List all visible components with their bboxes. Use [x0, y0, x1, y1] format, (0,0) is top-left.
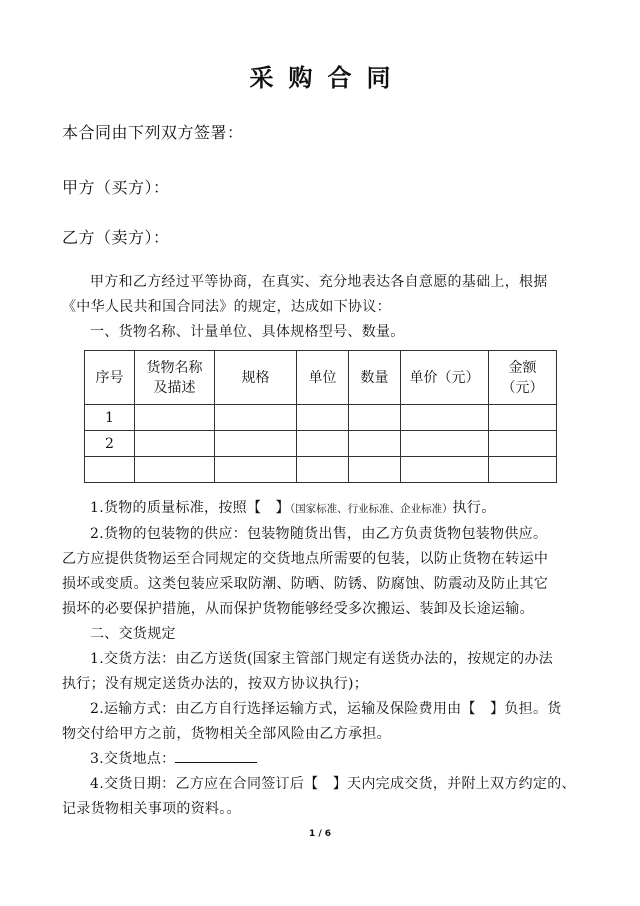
section-1-heading: 一、货物名称、计量单位、具体规格型号、数量。	[90, 324, 405, 340]
cell-name	[135, 457, 215, 483]
page-title: 采购合同	[249, 64, 406, 92]
cell-qty	[349, 405, 401, 431]
cell-amount	[489, 457, 557, 483]
cell-qty	[349, 431, 401, 457]
quality-suffix: 执行。	[452, 500, 496, 516]
cell-spec	[215, 431, 297, 457]
header-qty: 数量	[349, 351, 401, 405]
section-2-heading: 二、交货规定	[90, 626, 176, 642]
cell-unit	[297, 431, 349, 457]
parties-intro: 本合同由下列双方签署：	[62, 123, 244, 142]
quality-note: （国家标准、行业标准、企业标准）	[289, 503, 453, 515]
transport-line-2: 物交付给甲方之前，货物相关全部风险由乙方承担。	[62, 726, 391, 742]
header-seq: 序号	[85, 351, 135, 405]
header-spec: 规格	[215, 351, 297, 405]
packaging-line-2: 乙方应提供货物运至合同规定的交货地点所需要的包装，以防止货物在转运中	[62, 551, 549, 567]
delivery-method-line-2: 执行；没有规定送货办法的，按双方协议执行)；	[62, 676, 369, 692]
party-b-label: 乙方（卖方）：	[62, 228, 170, 247]
party-a-label: 甲方（买方）：	[62, 178, 170, 197]
cell-spec	[215, 457, 297, 483]
cell-name	[135, 405, 215, 431]
cell-spec	[215, 405, 297, 431]
quality-clause	[62, 496, 582, 522]
header-price: 单价（元）	[401, 351, 489, 405]
header-goods-name-line-1: 货物名称	[146, 359, 203, 376]
cell-seq: 1	[85, 405, 135, 431]
transport-line-1: 2.运输方式：由乙方自行选择运输方式，运输及保险费用由【 】负担。货	[90, 701, 562, 717]
preamble-line-1: 甲方和乙方经过平等协商，在真实、充分地表达各自意愿的基础上，根据	[90, 274, 548, 290]
cell-amount	[489, 431, 557, 457]
delivery-method-line-1: 1.交货方法：由乙方送货(国家主管部门规定有送货办法的，按规定的办法	[90, 651, 554, 667]
cell-seq	[85, 457, 135, 483]
preamble	[62, 270, 582, 345]
table-row	[85, 457, 557, 483]
table-row	[85, 405, 557, 431]
table-header-row	[85, 351, 557, 405]
header-goods-name-line-2: 及描述	[153, 379, 196, 396]
delivery-location	[62, 747, 582, 772]
delivery-date-line-2: 记录货物相关事项的资料。。	[62, 801, 241, 817]
quality-prefix: 1.货物的质量标准，按照【 】	[90, 500, 290, 516]
cell-price	[401, 431, 489, 457]
header-amount-line-2: （元）	[501, 379, 544, 396]
delivery-date-line-1: 4.交货日期：乙方应在合同签订后【 】天内完成交货，并附上双方约定的、	[90, 776, 576, 792]
cell-qty	[349, 457, 401, 483]
cell-name	[135, 431, 215, 457]
packaging-line-4: 损坏的必要保护措施，从而保护货物能够经受多次搬运、装卸及长途运输。	[62, 601, 534, 617]
header-unit: 单位	[297, 351, 349, 405]
goods-table	[84, 350, 557, 483]
preamble-line-2: 《中华人民共和国合同法》的规定，达成如下协议：	[62, 299, 391, 315]
page-number: 1 / 6	[308, 829, 332, 839]
cell-price	[401, 457, 489, 483]
delivery-location-blank	[175, 748, 257, 763]
cell-unit	[297, 405, 349, 431]
clauses-section	[62, 496, 582, 822]
packaging-line-1: 2.货物的包装物的供应：包装物随货出售，由乙方负责货物包装物供应。	[90, 526, 548, 542]
table-row	[85, 431, 557, 457]
cell-unit	[297, 457, 349, 483]
packaging-line-3: 损坏或变质。这类包装应采取防潮、防晒、防锈、防腐蚀、防震动及防止其它	[62, 576, 549, 592]
delivery-location-label: 3.交货地点：	[90, 751, 176, 767]
cell-seq: 2	[85, 431, 135, 457]
header-amount-line-1: 金额	[508, 359, 537, 376]
header-goods-name	[135, 351, 215, 405]
header-amount	[489, 351, 557, 405]
cell-amount	[489, 405, 557, 431]
cell-price	[401, 405, 489, 431]
